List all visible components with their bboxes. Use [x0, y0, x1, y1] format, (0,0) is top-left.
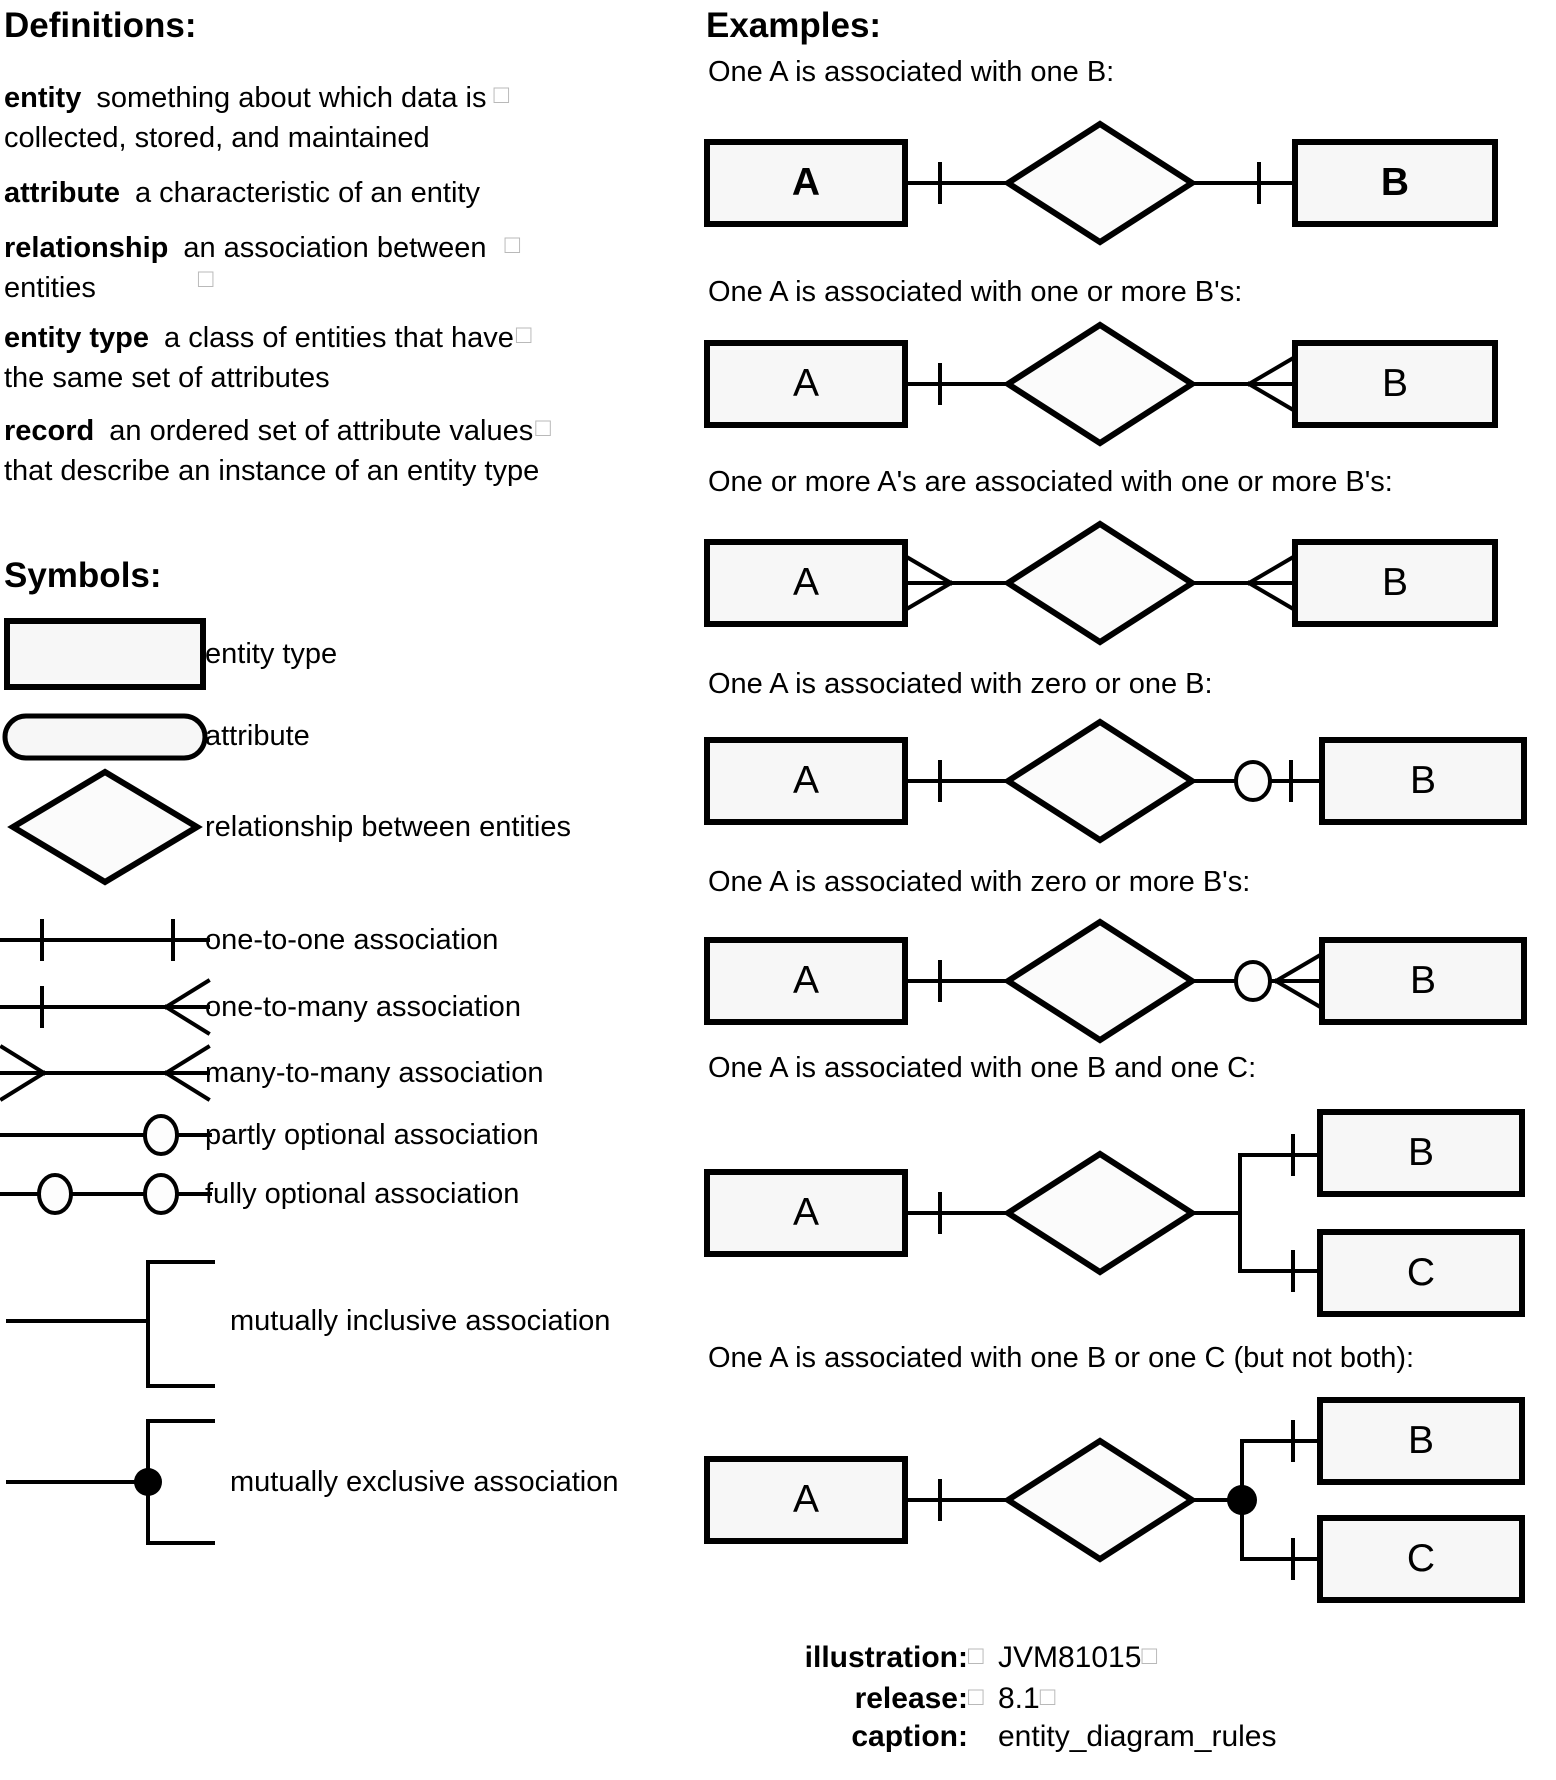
symbol-label-partly-optional: partly optional association — [205, 1119, 539, 1151]
definition-entity — [4, 78, 604, 158]
missing-glyph-box: □ — [493, 79, 510, 109]
entity-label-b: B — [1409, 759, 1436, 802]
definition-line: entity type a class of entities that have□ — [4, 318, 604, 358]
definition-line: relationship an association between □ — [4, 228, 604, 268]
missing-glyph-box: □ — [197, 263, 214, 293]
relationship-diamond — [1008, 524, 1192, 642]
relationship-diamond — [1008, 124, 1192, 242]
definition-entity-type — [4, 318, 604, 398]
relationship-diamond — [1008, 325, 1192, 443]
mutually-inclusive-symbol — [8, 1262, 213, 1386]
entity-label-a: A — [792, 561, 819, 604]
footer-caption-row — [700, 1720, 1276, 1754]
definition-attribute — [4, 173, 604, 213]
definition-relationship — [4, 228, 604, 308]
definition-line: the same set of attributes — [4, 362, 330, 394]
footer-illustration-label: illustration: — [804, 1641, 968, 1674]
example-5-caption: One A is associated with zero or more B's: — [708, 866, 1251, 898]
entity-label-b: B — [1407, 1419, 1434, 1462]
footer-illustration-value: JVM81015 — [998, 1641, 1142, 1674]
missing-glyph-box: □ — [1141, 1640, 1158, 1670]
definition-line: record an ordered set of attribute values□ — [4, 411, 604, 451]
entity-label-c: C — [1406, 1537, 1436, 1580]
symbol-label-mutually-exclusive: mutually exclusive association — [230, 1466, 619, 1498]
entity-label-a: A — [792, 362, 819, 405]
partly-optional-symbol — [2, 1116, 210, 1154]
entity-label-b: B — [1381, 362, 1408, 405]
missing-glyph-box: □ — [504, 229, 521, 259]
footer-caption-value: entity_diagram_rules — [998, 1720, 1277, 1753]
entity-label-b: B — [1407, 1131, 1434, 1174]
symbol-label-relationship: relationship between entities — [205, 811, 571, 843]
entity-label-b: B — [1380, 161, 1410, 204]
missing-glyph-box: □ — [1039, 1681, 1056, 1711]
missing-glyph-box: □ — [515, 319, 532, 349]
relationship-diamond — [1008, 722, 1192, 840]
one-to-many-symbol — [2, 981, 208, 1033]
definitions-heading: Definitions: — [4, 6, 197, 45]
mutually-exclusive-symbol — [8, 1421, 213, 1543]
entity-type-symbol — [7, 621, 203, 687]
entity-label-c: C — [1406, 1251, 1436, 1294]
many-to-many-symbol — [2, 1047, 208, 1099]
example-3-caption: One or more A's are associated with one or more B's: — [708, 466, 1393, 498]
definition-record — [4, 411, 604, 491]
definition-line: collected, stored, and maintained — [4, 122, 430, 154]
missing-glyph-box: □ — [968, 1640, 984, 1670]
definition-line: that describe an instance of an entity type — [4, 455, 540, 487]
entity-label-b: B — [1409, 959, 1436, 1002]
entity-label-a: A — [792, 959, 819, 1002]
example-4-caption: One A is associated with zero or one B: — [708, 668, 1213, 700]
definition-line: entity something about which data is □ — [4, 78, 604, 118]
missing-glyph-box: □ — [535, 412, 551, 442]
footer-illustration-row — [700, 1641, 1163, 1675]
example-2-caption: One A is associated with one or more B's: — [708, 276, 1243, 308]
entity-label-b: B — [1381, 561, 1408, 604]
example-7-caption: One A is associated with one B or one C (but not both): — [708, 1342, 1415, 1374]
entity-label-a: A — [792, 1478, 819, 1521]
footer-release-row — [700, 1682, 1062, 1716]
definition-line: entities □ — [4, 268, 604, 308]
symbol-label-attribute: attribute — [205, 720, 310, 752]
example-1-caption: One A is associated with one B: — [708, 56, 1115, 88]
one-to-one-symbol — [2, 921, 208, 959]
symbol-label-many-to-many: many-to-many association — [205, 1057, 544, 1089]
entity-label-a: A — [792, 1191, 819, 1234]
examples-heading: Examples: — [706, 6, 882, 45]
symbols-heading: Symbols: — [4, 556, 162, 595]
symbol-label-one-to-many: one-to-many association — [205, 991, 521, 1023]
symbol-label-fully-optional: fully optional association — [205, 1178, 520, 1210]
footer-release-value: 8.1 — [998, 1682, 1040, 1715]
footer-caption-label: caption: — [851, 1720, 968, 1753]
entity-label-a: A — [792, 759, 819, 802]
symbol-label-one-to-one: one-to-one association — [205, 924, 499, 956]
relationship-diamond — [1008, 1441, 1192, 1559]
symbol-label-mutually-inclusive: mutually inclusive association — [230, 1305, 611, 1337]
entity-label-a: A — [791, 161, 821, 204]
attribute-symbol — [5, 716, 205, 758]
exclusive-dot — [1227, 1485, 1257, 1515]
relationship-symbol — [13, 772, 197, 882]
example-6-caption: One A is associated with one B and one C: — [708, 1052, 1257, 1084]
fully-optional-symbol — [2, 1175, 210, 1213]
symbol-label-entity-type: entity type — [205, 638, 338, 670]
relationship-diamond — [1008, 1154, 1192, 1272]
relationship-diamond — [1008, 922, 1192, 1040]
missing-glyph-box: □ — [968, 1681, 984, 1711]
definition-line: attribute a characteristic of an entity — [4, 177, 480, 209]
footer-release-label: release: — [854, 1682, 968, 1715]
